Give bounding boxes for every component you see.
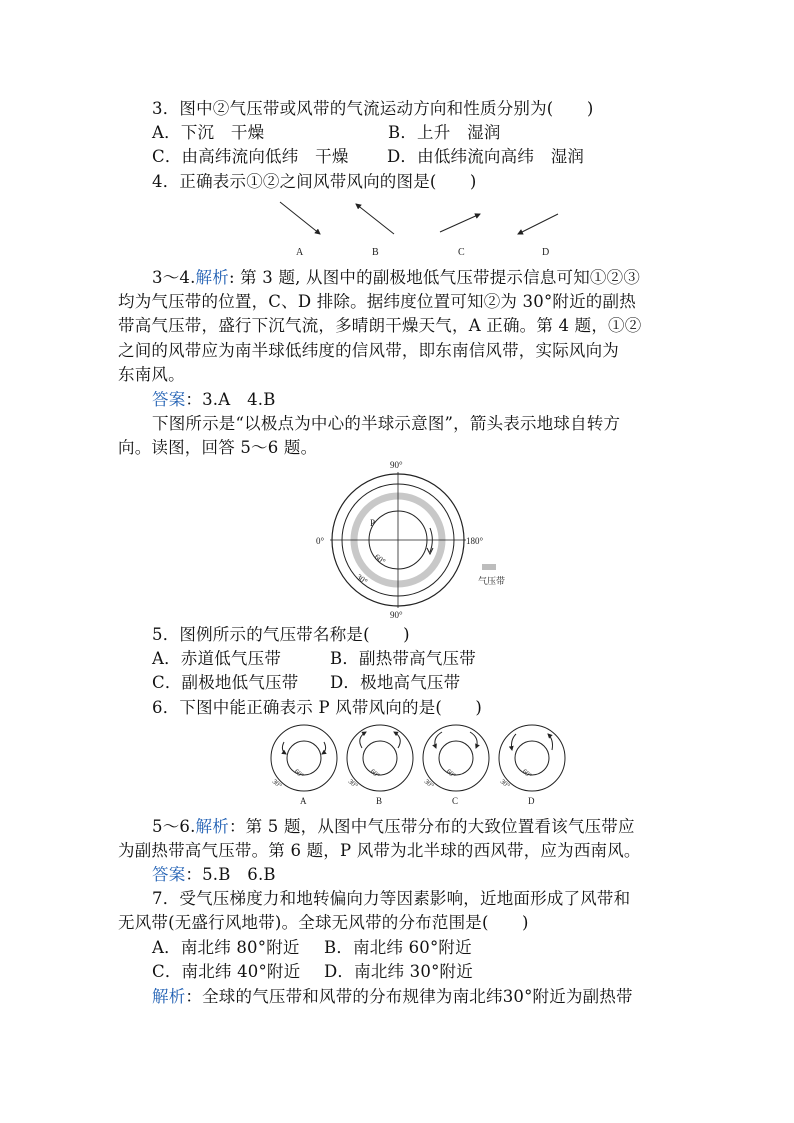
analysis-7-tag: 解析 — [152, 987, 186, 1006]
q4-arrow-b — [356, 204, 394, 258]
answer-56-tag: 答案 — [152, 865, 186, 884]
svg-text:60°: 60° — [292, 767, 306, 780]
q6-label-b: B — [376, 796, 383, 806]
analysis-56-line2: 为副热带高气压带。第 6 题，P 风带为北半球的西风带，应为西南风。 — [118, 841, 641, 860]
answer-34-tag: 答案 — [152, 390, 186, 409]
q4-arrow-d — [518, 214, 558, 258]
answer-34-text: ：3.A 4.B — [185, 390, 276, 409]
q4-stem: 4．正确表示①②之间风带风向的图是( ) — [152, 172, 477, 191]
analysis-34-line4: 之间的风带应为南半球低纬度的信风带，即东南信风带，实际风向为 — [118, 341, 619, 360]
q5-option-d: D．极地高气压带 — [330, 673, 461, 692]
svg-text:30°: 30° — [346, 777, 360, 790]
q4-arrow-c — [440, 214, 480, 258]
analysis-34-line3: 带高气压带，盛行下沉气流，多晴朗干燥天气，A 正确。第 4 题，①② — [118, 316, 642, 335]
analysis-34-line1 — [152, 267, 640, 289]
label-90-top: 90° — [390, 460, 403, 470]
q4-label-c: C — [458, 247, 465, 258]
intro-56-line2: 向。读图，回答 5～6 题。 — [118, 438, 318, 457]
q4-arrow-a — [280, 202, 320, 258]
analysis-34-line5: 东南风。 — [118, 365, 185, 384]
q5-option-b: B．副热带高气压带 — [330, 649, 476, 668]
q6-label-d: D — [528, 796, 535, 806]
q6-option-d-diagram — [499, 725, 565, 806]
label-p: P — [370, 518, 376, 528]
analysis-34-line2: 均为气压带的位置，C、D 排除。据纬度位置可知②为 30°附近的副热 — [118, 292, 636, 311]
q7-option-a: A．南北纬 80°附近 — [152, 938, 300, 957]
hemisphere-figure — [310, 458, 530, 620]
answer-34 — [152, 389, 276, 411]
q7-option-d: D．南北纬 30°附近 — [324, 962, 473, 981]
analysis-56-text1: ：第 5 题，从图中气压带分布的大致位置看该气压带应 — [228, 817, 635, 836]
label-0: 0° — [316, 536, 325, 546]
q4-label-a: A — [296, 247, 304, 258]
label-180: 180° — [466, 536, 484, 546]
q6-options-figure — [266, 720, 576, 810]
q7-line2: 无风带(无盛行风地带)。全球无风带的分布范围是( ) — [118, 913, 529, 932]
q5-stem: 5．图例所示的气压带名称是( ) — [152, 625, 410, 644]
svg-text:30°: 30° — [270, 777, 284, 790]
q3-option-c: C．由高纬流向低纬 干燥 — [152, 147, 349, 166]
q7-option-b: B．南北纬 60°附近 — [324, 938, 472, 957]
svg-text:30°: 30° — [422, 777, 436, 790]
analysis-7-text1: ：全球的气压带和风带的分布规律为南北纬30°附近为副热带 — [185, 987, 633, 1006]
analysis-34-prefix: 3～4. — [152, 268, 196, 287]
svg-text:30°: 30° — [498, 777, 512, 790]
q6-option-b-diagram — [347, 725, 413, 806]
analysis-56-tag: 解析 — [195, 817, 229, 836]
q3-option-a: A．下沉 干燥 — [152, 123, 265, 142]
analysis-56-line1 — [152, 816, 635, 838]
svg-text:60°: 60° — [368, 767, 382, 780]
analysis-34-tag: 解析 — [195, 268, 229, 287]
q3-option-d: D．由低纬流向高纬 湿润 — [387, 147, 585, 166]
q6-option-c-diagram — [423, 725, 489, 806]
answer-56-text: ：5.B 6.B — [185, 865, 276, 884]
q3-option-b: B．上升 湿润 — [388, 123, 501, 142]
legend-swatch — [482, 564, 496, 570]
analysis-34-text1: : 第 3 题, 从图中的副极地低气压带提示信息可知①②③ — [228, 268, 641, 287]
intro-56-line1: 下图所示是“以极点为中心的半球示意图”，箭头表示地球自转方 — [152, 414, 621, 433]
label-90-bottom: 90° — [390, 610, 403, 620]
label-60: 60° — [372, 552, 388, 567]
q7-line1: 7．受气压梯度力和地转偏向力等因素影响，近地面形成了风带和 — [152, 889, 631, 908]
q4-arrow-figure — [270, 196, 570, 262]
answer-56 — [152, 864, 276, 886]
q6-stem: 6．下图中能正确表示 P 风带风向的是( ) — [152, 698, 483, 717]
q5-option-c: C．副极地低气压带 — [152, 673, 299, 692]
legend-label: 气压带 — [478, 576, 506, 586]
q6-option-a-diagram — [271, 725, 337, 806]
analysis-56-prefix: 5～6. — [152, 817, 196, 836]
q5-option-a: A．赤道低气压带 — [152, 649, 282, 668]
analysis-7-line1 — [152, 986, 633, 1008]
q3-stem: 3．图中②气压带或风带的气流运动方向和性质分别为( ) — [152, 99, 594, 118]
q6-label-a: A — [300, 796, 307, 806]
svg-text:60°: 60° — [444, 767, 458, 780]
label-30: 30° — [354, 572, 370, 587]
q7-option-c: C．南北纬 40°附近 — [152, 962, 301, 981]
svg-text:60°: 60° — [520, 767, 534, 780]
q4-label-d: D — [542, 247, 550, 258]
q4-label-b: B — [372, 247, 379, 258]
q6-label-c: C — [452, 796, 459, 806]
